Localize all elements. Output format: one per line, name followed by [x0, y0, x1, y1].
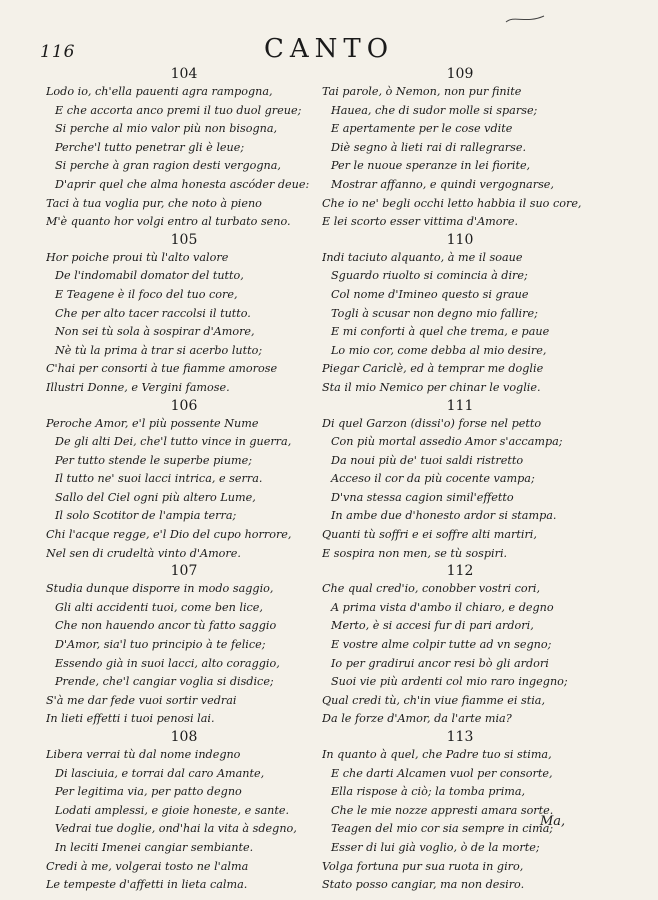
verse-line: Per tutto stende le superbe piume; [55, 453, 253, 467]
verse-line: Qual credi tù, ch'in viue fiamme ei stia, [322, 693, 546, 707]
verse-line: Da noui più de' tuoi saldi ristretto [331, 453, 524, 467]
verse-line: Libera verrai tù dal nome indegno [46, 748, 241, 761]
verse-line: De gli alti Dei, che'l tutto vince in guerra, [55, 435, 292, 449]
verse-line: Taci à tua voglia pur, che noto à pieno [46, 196, 262, 210]
verse-line: Nel sen di crudeltà vinto d'Amore. [46, 546, 241, 560]
verse-line: Per le nuoue speranze in lei fiorite, [331, 159, 531, 173]
verse-line: Hor poiche proui tù l'alto valore [46, 250, 229, 264]
verse-line: In leciti Imenei cangiar sembiante. [55, 840, 254, 854]
verse-line: Lodo io, ch'ella pauenti agra rampogna, [46, 85, 273, 98]
verse-line: Che le mie nozze appresti amara sorte. [331, 803, 554, 817]
verse-line: E lei scorto esser vittima d'Amore. [322, 215, 519, 229]
stanza [322, 398, 598, 564]
verse-line: Per legitima via, per patto degno [55, 785, 242, 799]
verse-line: Di lasciuia, e torrai dal caro Amante, [55, 766, 265, 780]
stanza-number: 108 [170, 729, 198, 745]
stanza-number: 106 [170, 397, 198, 414]
stanza-number: 104 [170, 66, 198, 82]
verse-line: A prima vista d'ambo il chiaro, e degno [331, 600, 554, 614]
stanza-number: 110 [446, 231, 474, 248]
stanza-number: 113 [446, 729, 474, 745]
verse-line: Si perche à gran ragion desti vergogna, [55, 159, 281, 173]
verse-line: Nè tù la prima à trar si acerbo lutto; [55, 343, 263, 357]
stanza [46, 66, 322, 232]
verse-line: S'à me dar fede vuoi sortir vedrai [46, 693, 237, 707]
verse-line: E che accorta anco premi il tuo duol greue; [55, 103, 302, 117]
verse-line: Il tutto ne' suoi lacci intrica, e serra. [55, 472, 263, 486]
verse-line: E vostre alme colpir tutte ad vn segno; [331, 638, 552, 652]
verse-line: Acceso il cor da più cocente vampa; [331, 472, 535, 486]
verse-line: Quanti tù soffri e ei soffre alti martiri, [322, 528, 537, 542]
verse-line: Che per alto tacer raccolsi il tutto. [55, 306, 251, 320]
stanza-number: 111 [446, 397, 474, 414]
verse-line: Volga fortuna pur sua ruota in giro, [322, 859, 524, 873]
verse-line: Non sei tù sola à sospirar d'Amore, [55, 325, 255, 339]
ink-flourish-icon [504, 13, 546, 25]
verse-line: E sospira non men, se tù sospiri. [322, 546, 508, 560]
stanza [322, 66, 598, 232]
verse-line: Prende, che'l cangiar voglia si disdice; [55, 675, 274, 689]
verse-line: Stato posso cangiar, ma non desiro. [322, 878, 525, 892]
verse-line: Studia dunque disporre in modo saggio, [46, 582, 274, 596]
verse-line: Le tempeste d'affetti in lieta calma. [46, 878, 248, 892]
verse-line: Che io ne' begli occhi letto habbia il suo core, [322, 196, 582, 210]
verse-line: Illustri Donne, e Vergini famose. [46, 380, 230, 394]
verse-line: Togli à scusar non degno mio fallire; [331, 306, 538, 320]
stanza [46, 398, 322, 564]
stanza-number: 107 [170, 563, 198, 580]
page-number: 116 [40, 42, 76, 62]
verse-line: Sguardo riuolto si comincia à dire; [331, 269, 528, 283]
stanza [46, 729, 322, 895]
stanza-number: 109 [446, 66, 474, 82]
stanza-number: 105 [170, 231, 198, 248]
verse-line: Suoi vie più ardenti col mio raro ingegno; [331, 675, 568, 689]
verse-line: Lodati amplessi, e gioie honeste, e sante. [55, 803, 290, 817]
verse-line: D'vna stessa cagion simil'effetto [331, 490, 514, 504]
verse-line: Perche'l tutto penetrar gli è leue; [55, 140, 245, 154]
verse-line: M'è quanto hor volgi entro al turbato seno. [46, 215, 291, 229]
stanza [46, 232, 322, 398]
verse-line: Gli alti accidenti tuoi, come ben lice, [55, 600, 263, 614]
page-header [0, 34, 658, 68]
stanza [322, 232, 598, 398]
verse-line: Indi taciuto alquanto, à me il soaue [322, 250, 523, 264]
verse-line: Chi l'acque regge, e'l Dio del cupo horrore, [46, 528, 292, 542]
verse-line: Da le forze d'Amor, da l'arte mia? [322, 712, 512, 726]
running-title: CANTO [263, 34, 395, 64]
verse-line: Che qual cred'io, conobber vostri cori, [322, 582, 541, 596]
verse-line: Si perche al mio valor più non bisogna, [55, 122, 278, 136]
verse-line: Credi à me, volgerai tosto ne l'alma [46, 859, 249, 873]
stanza [322, 729, 598, 895]
verse-line: Diè segno à lieti rai di rallegrarse. [331, 140, 527, 154]
verse-line: Peroche Amor, e'l più possente Nume [46, 416, 259, 430]
verse-line: Di quel Garzon (dissi'o) forse nel petto [322, 416, 542, 430]
verse-line: E mi conforti à quel che trema, e paue [331, 325, 550, 339]
stanza [46, 563, 322, 729]
verse-line: Vedrai tue doglie, ond'hai la vita à sdegno, [55, 822, 297, 836]
verse-line: D'aprir quel che alma honesta ascóder deue: [55, 177, 310, 191]
catchword: Ma, [540, 814, 566, 829]
verse-line: In ambe due d'honesto ardor si stampa. [331, 509, 557, 523]
verse-line: Esser di lui già voglio, ò de la morte; [331, 840, 540, 854]
verse-line: Col nome d'Imineo questo si graue [331, 287, 529, 301]
left-column [46, 66, 322, 895]
stanza-number: 112 [446, 563, 474, 580]
verse-line: Sallo del Ciel ogni più altero Lume, [55, 490, 256, 504]
verse-line: C'hai per consorti à tue fiamme amorose [46, 362, 278, 376]
verse-line: Essendo già in suoi lacci, alto coraggio, [55, 656, 280, 670]
verse-line: D'Amor, sia'l tuo principio à te felice; [55, 638, 266, 652]
verse-line: Sta il mio Nemico per chinar le voglie. [322, 380, 541, 394]
verse-line: De l'indomabil domator del tutto, [55, 269, 244, 283]
verse-line: Mostrar affanno, e quindi vergognarse, [331, 177, 554, 191]
verse-line: Teagen del mio cor sia sempre in cima; [331, 822, 554, 836]
verse-line: E Teagene è il foco del tuo core, [55, 287, 238, 301]
stanza [322, 563, 598, 729]
verse-line: Ella rispose à ciò; la tomba prima, [331, 785, 526, 799]
right-column [322, 66, 598, 895]
verse-line: Piegar Cariclè, ed à temprar me doglie [322, 362, 544, 376]
verse-line: In quanto à quel, che Padre tuo si stima, [322, 748, 552, 761]
verse-line: Il solo Scotitor de l'ampia terra; [55, 509, 237, 523]
verse-line: E che darti Alcamen vuol per consorte, [331, 766, 553, 780]
verse-line: Lo mio cor, come debba al mio desire, [331, 343, 547, 357]
verse-line: Haueа, che di sudor molle si sparse; [331, 103, 538, 117]
verse-line: Merto, è si accesi fur di pari ardori, [331, 619, 534, 633]
verse-line: Tai parole, ò Nemon, non pur finite [322, 85, 522, 98]
verse-line: Io per gradirui ancor resi bò gli ardori [331, 656, 549, 670]
verse-line: E apertamente per le cose vdite [331, 122, 513, 136]
verse-line: In lieti effetti i tuoi penosi lai. [46, 712, 215, 726]
verse-line: Che non hauendo ancor tù fatto saggio [55, 619, 277, 633]
verse-line: Con più mortal assedio Amor s'accampa; [331, 435, 563, 449]
